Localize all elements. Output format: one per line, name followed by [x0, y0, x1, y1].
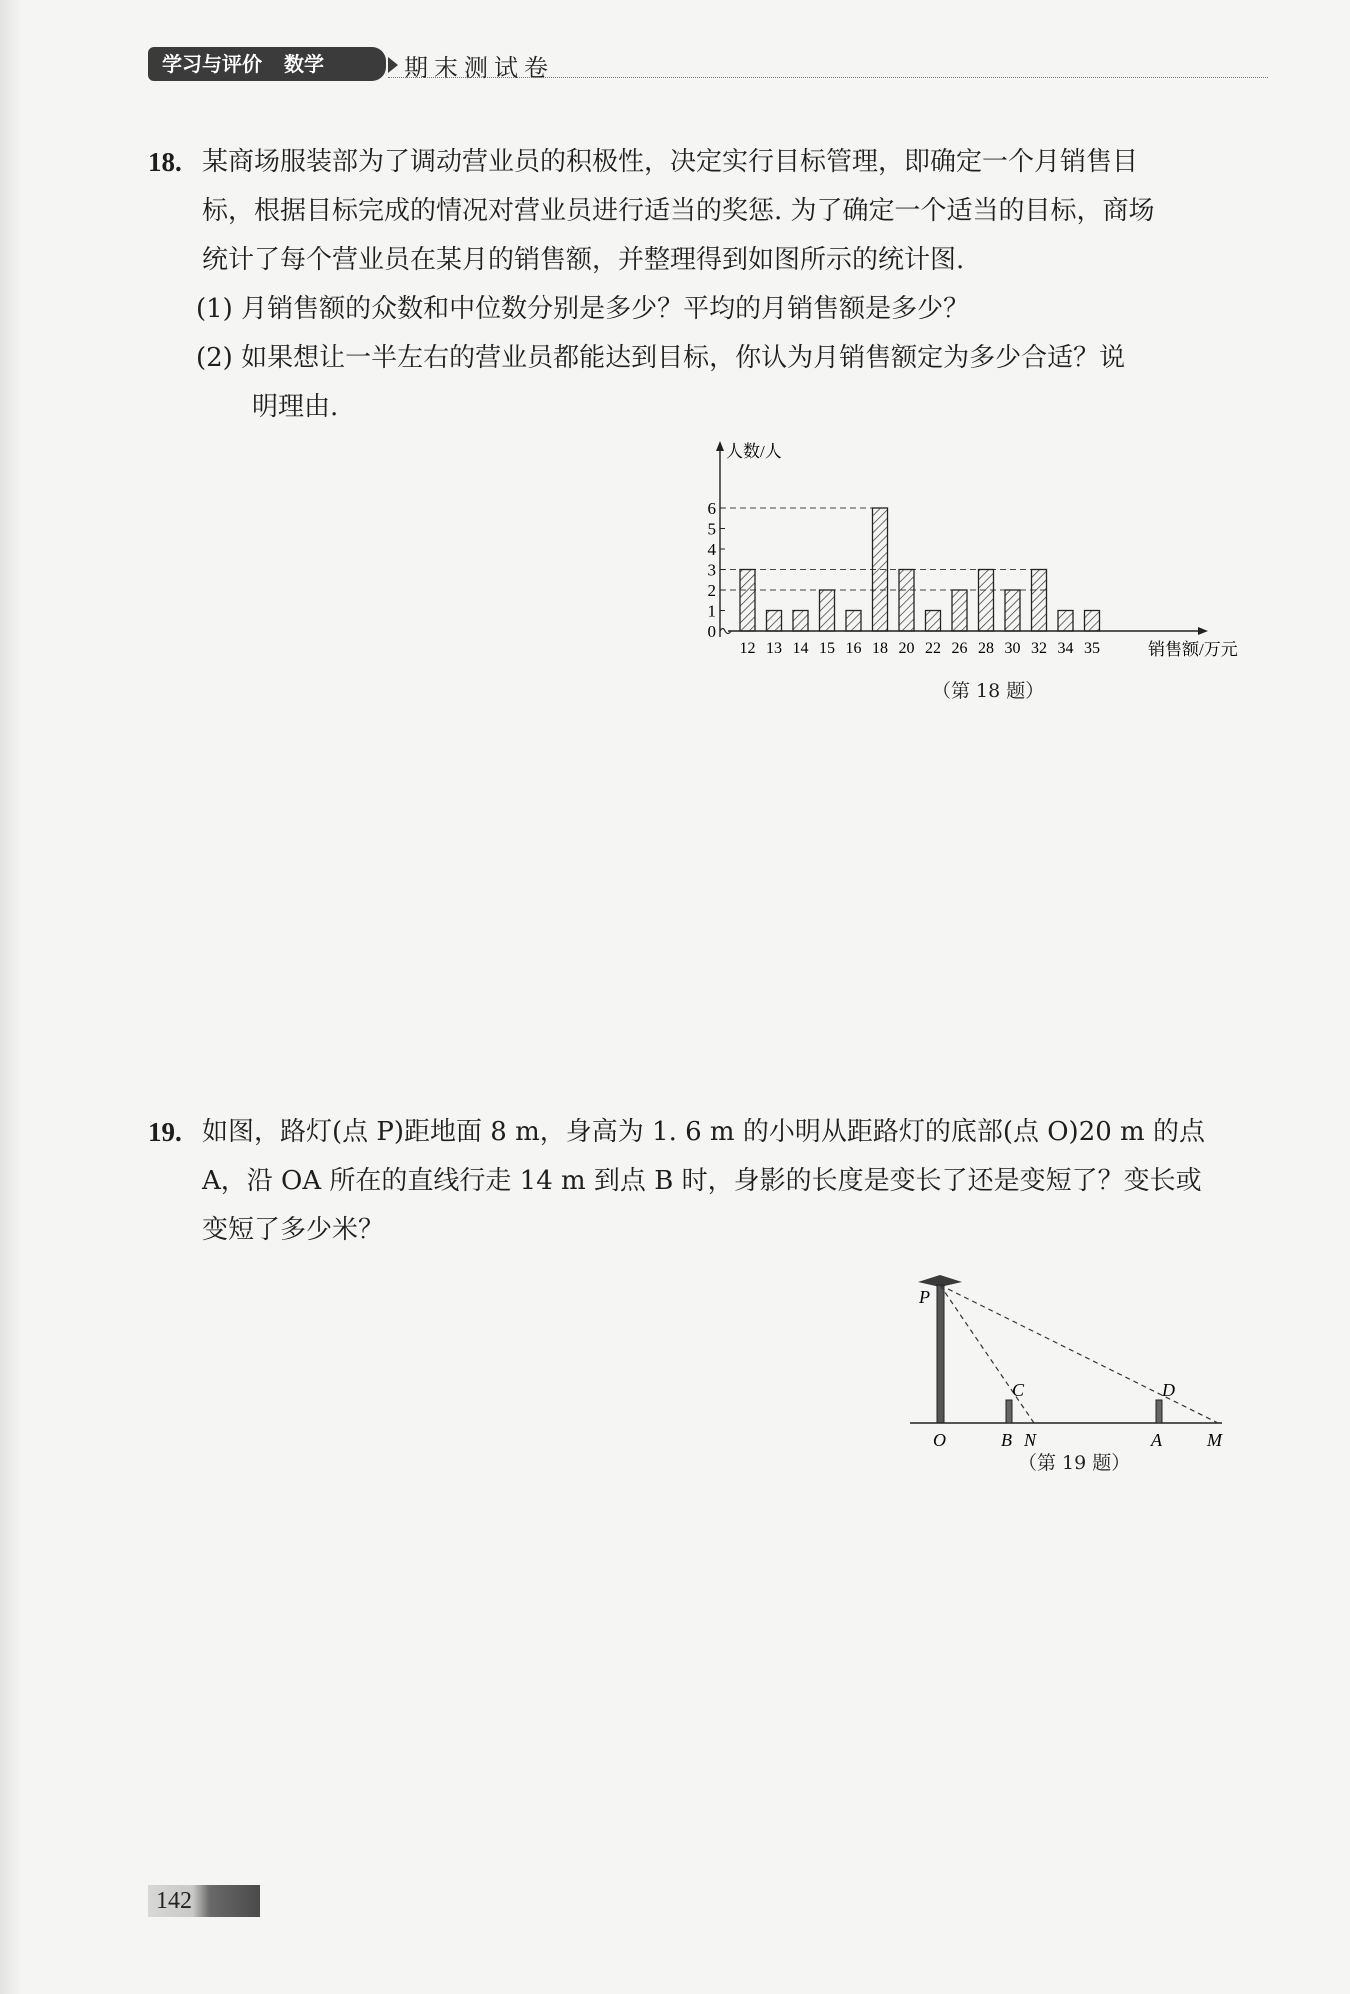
- x-tick-label: 16: [845, 640, 862, 657]
- person-at-B: [1006, 1400, 1012, 1423]
- header-dotted-rule: [388, 77, 1268, 78]
- x-axis-label: 销售额/万元: [1148, 640, 1238, 659]
- x-tick-label: 20: [898, 640, 915, 657]
- label-P: P: [919, 1287, 930, 1307]
- y-tick-label: 3: [707, 560, 716, 580]
- x-tick-label: 35: [1084, 640, 1100, 657]
- page-edge-shadow: [0, 0, 22, 1994]
- ray-P-to-M: [940, 1285, 1218, 1423]
- question-number: 18.: [148, 147, 182, 177]
- y-axis-arrow-icon: [716, 441, 724, 451]
- bar-20: [899, 570, 914, 632]
- book-series-badge: [148, 47, 386, 81]
- page-number: 142: [148, 1885, 260, 1917]
- question-19: [148, 1108, 1270, 1258]
- bar-28: [979, 570, 994, 632]
- stem-line: A，沿 OA 所在的直线行走 14 m 到点 B 时，身影的长度是变长了还是变短了？变长或: [202, 1166, 1202, 1196]
- y-tick-label: 1: [707, 601, 716, 621]
- stem-line: 变短了多少米？: [202, 1215, 385, 1245]
- x-tick-label: 13: [766, 640, 782, 657]
- bar-16: [846, 611, 861, 632]
- section-title: 期末测试卷: [404, 54, 554, 82]
- label-M: M: [1207, 1430, 1222, 1450]
- stem-line: 如图，路灯(点 P)距地面 8 m，身高为 1. 6 m 的小明从距路灯的底部(点 O)20 m 的点: [202, 1117, 1205, 1147]
- x-tick-label: 26: [951, 640, 968, 657]
- question-stem: [202, 138, 1270, 285]
- person-at-A: [1156, 1400, 1162, 1423]
- y-axis-label: 人数/人: [726, 442, 782, 461]
- stem-line: 统计了每个营业员在某月的销售额，并整理得到如图所示的统计图.: [202, 245, 965, 275]
- sub-question-2-cont: 明理由.: [252, 392, 339, 422]
- bar-32: [1032, 570, 1047, 632]
- ray-P-to-N: [940, 1285, 1034, 1423]
- streetlight-shadow-diagram: [900, 1265, 1240, 1450]
- label-C: C: [1012, 1380, 1025, 1400]
- x-tick-label: 14: [792, 640, 809, 657]
- y-tick-label: 4: [707, 540, 716, 559]
- question-18: [148, 138, 1270, 438]
- lamp-post: [937, 1285, 944, 1423]
- page-header: [148, 47, 1268, 83]
- sales-histogram: [690, 435, 1238, 670]
- label-D: D: [1162, 1380, 1175, 1400]
- bar-22: [926, 611, 941, 632]
- x-tick-label: 15: [819, 640, 835, 657]
- subject-label: 数学: [284, 52, 324, 76]
- bar-34: [1058, 611, 1073, 632]
- bar-14: [793, 611, 808, 632]
- y-tick-label: 6: [707, 499, 716, 518]
- x-tick-label: 28: [978, 640, 994, 657]
- badge-arrow-icon: [388, 57, 398, 73]
- series-title: 学习与评价: [162, 52, 262, 76]
- label-A: A: [1151, 1430, 1162, 1450]
- stem-line: 标，根据目标完成的情况对营业员进行适当的奖惩. 为了确定一个适当的目标，商场: [202, 196, 1155, 226]
- x-tick-label: 32: [1031, 640, 1047, 657]
- question-stem: [202, 1108, 1270, 1255]
- x-tick-label: 34: [1057, 640, 1074, 657]
- sub-question-1: (1) 月销售额的众数和中位数分别是多少？平均的月销售额是多少？: [196, 294, 970, 324]
- question-number: 19.: [148, 1117, 182, 1147]
- y-tick-label: 0: [707, 622, 716, 641]
- label-B: B: [1001, 1430, 1012, 1450]
- label-O: O: [933, 1430, 946, 1450]
- y-tick-label: 5: [707, 519, 716, 539]
- bar-13: [767, 611, 782, 632]
- bar-18: [873, 508, 888, 631]
- bar-15: [820, 590, 835, 631]
- x-tick-label: 12: [739, 640, 756, 657]
- y-tick-label: 2: [707, 581, 716, 600]
- bar-30: [1005, 590, 1020, 631]
- bar-12: [740, 570, 755, 632]
- x-tick-label: 18: [872, 640, 888, 657]
- x-tick-label: 22: [925, 640, 941, 657]
- bar-35: [1085, 611, 1100, 632]
- label-N: N: [1024, 1430, 1037, 1450]
- x-tick-label: 30: [1004, 640, 1021, 657]
- figure-18-caption: （第 18 题）: [932, 680, 1045, 702]
- x-axis-arrow-icon: [1198, 627, 1208, 635]
- bar-26: [952, 590, 967, 631]
- sub-question-2: (2) 如果想让一半左右的营业员都能达到目标，你认为月销售额定为多少合适？说: [196, 343, 1126, 373]
- figure-19-caption: （第 19 题）: [1018, 1452, 1131, 1474]
- stem-line: 某商场服装部为了调动营业员的积极性，决定实行目标管理，即确定一个月销售目: [202, 147, 1139, 177]
